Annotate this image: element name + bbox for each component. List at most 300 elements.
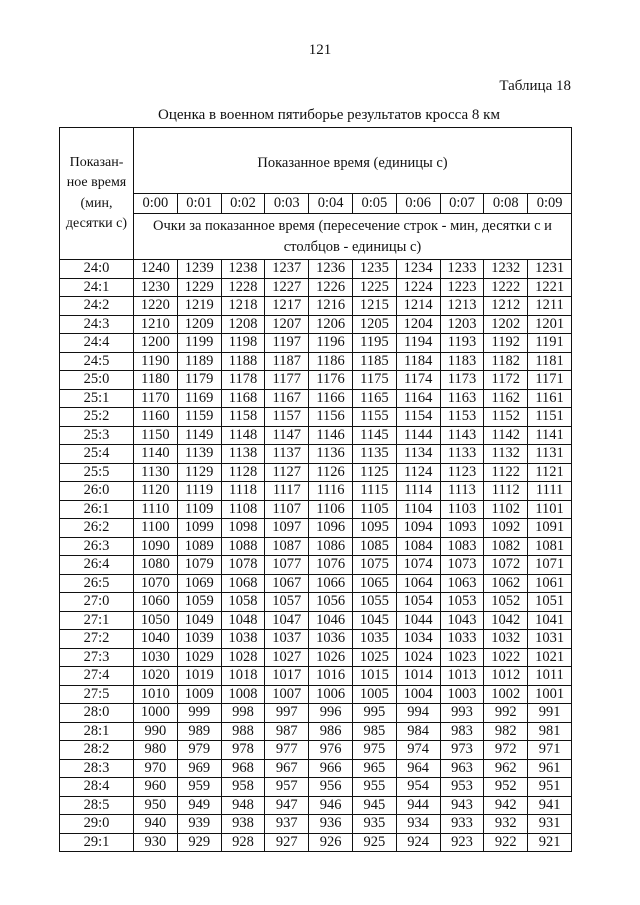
score-cell: 1165 [352, 389, 396, 408]
score-cell: 988 [221, 722, 265, 741]
score-cell: 1104 [396, 500, 440, 519]
score-cell: 964 [396, 759, 440, 778]
score-cell: 1096 [309, 519, 353, 538]
score-cell: 1200 [134, 334, 178, 353]
score-cell: 973 [440, 741, 484, 760]
score-cell: 1191 [528, 334, 572, 353]
score-cell: 1137 [265, 445, 309, 464]
score-cell: 1019 [177, 667, 221, 686]
score-cell: 921 [528, 833, 572, 852]
score-cell: 1109 [177, 500, 221, 519]
score-cell: 986 [309, 722, 353, 741]
score-cell: 952 [484, 778, 528, 797]
table-row [60, 815, 572, 834]
score-cell: 1190 [134, 352, 178, 371]
score-cell: 931 [528, 815, 572, 834]
score-cell: 1097 [265, 519, 309, 538]
score-cell: 1110 [134, 500, 178, 519]
row-time-cell: 24:5 [60, 352, 134, 371]
score-cell: 975 [352, 741, 396, 760]
score-cell: 1039 [177, 630, 221, 649]
score-cell: 1037 [265, 630, 309, 649]
score-cell: 1076 [309, 556, 353, 575]
score-cell: 1057 [265, 593, 309, 612]
score-cell: 1092 [484, 519, 528, 538]
score-cell: 1027 [265, 648, 309, 667]
score-cell: 1120 [134, 482, 178, 501]
score-cell: 1063 [440, 574, 484, 593]
score-cell: 1082 [484, 537, 528, 556]
score-cell: 960 [134, 778, 178, 797]
score-cell: 1044 [396, 611, 440, 630]
score-cell: 1000 [134, 704, 178, 723]
row-header-line: ное время [66, 175, 127, 191]
table-title: Оценка в военном пятиборье результатов кросса 8 км [158, 107, 500, 123]
score-cell: 971 [528, 741, 572, 760]
score-cell: 1209 [177, 315, 221, 334]
score-cell: 1061 [528, 574, 572, 593]
score-cell: 1208 [221, 315, 265, 334]
score-cell: 1034 [396, 630, 440, 649]
table-row [60, 833, 572, 852]
score-cell: 1054 [396, 593, 440, 612]
score-cell: 1026 [309, 648, 353, 667]
score-cell: 1160 [134, 408, 178, 427]
score-cell: 1048 [221, 611, 265, 630]
score-cell: 1169 [177, 389, 221, 408]
table-row [60, 352, 572, 371]
score-cell: 1121 [528, 463, 572, 482]
row-time-cell: 29:1 [60, 833, 134, 852]
score-cell: 1236 [309, 260, 353, 279]
table-row [60, 759, 572, 778]
score-cell: 1070 [134, 574, 178, 593]
row-time-cell: 27:1 [60, 611, 134, 630]
score-cell: 991 [528, 704, 572, 723]
score-cell: 1238 [221, 260, 265, 279]
score-cell: 1199 [177, 334, 221, 353]
score-cell: 1011 [528, 667, 572, 686]
row-time-cell: 29:0 [60, 815, 134, 834]
score-cell: 1031 [528, 630, 572, 649]
score-cell: 997 [265, 704, 309, 723]
score-cell: 965 [352, 759, 396, 778]
score-cell: 1103 [440, 500, 484, 519]
row-time-cell: 27:4 [60, 667, 134, 686]
score-cell: 928 [221, 833, 265, 852]
score-cell: 1227 [265, 278, 309, 297]
score-cell: 957 [265, 778, 309, 797]
score-cell: 1181 [528, 352, 572, 371]
row-time-cell: 24:2 [60, 297, 134, 316]
score-cell: 1060 [134, 593, 178, 612]
table-row [60, 260, 572, 279]
score-cell: 1022 [484, 648, 528, 667]
score-cell: 1188 [221, 352, 265, 371]
score-cell: 1219 [177, 297, 221, 316]
score-cell: 978 [221, 741, 265, 760]
score-cell: 995 [352, 704, 396, 723]
row-header-line: (мин, [80, 195, 113, 211]
table-row [60, 426, 572, 445]
score-cell: 956 [309, 778, 353, 797]
score-cell: 1145 [352, 426, 396, 445]
score-cell: 954 [396, 778, 440, 797]
score-cell: 1140 [134, 445, 178, 464]
score-cell: 1230 [134, 278, 178, 297]
score-cell: 926 [309, 833, 353, 852]
score-cell: 1215 [352, 297, 396, 316]
score-cell: 1151 [528, 408, 572, 427]
score-cell: 958 [221, 778, 265, 797]
score-cell: 951 [528, 778, 572, 797]
score-cell: 953 [440, 778, 484, 797]
score-cell: 1038 [221, 630, 265, 649]
score-cell: 963 [440, 759, 484, 778]
score-cell: 1052 [484, 593, 528, 612]
score-cell: 936 [309, 815, 353, 834]
score-cell: 1108 [221, 500, 265, 519]
score-cell: 967 [265, 759, 309, 778]
score-cell: 982 [484, 722, 528, 741]
score-cell: 1142 [484, 426, 528, 445]
score-cell: 1213 [440, 297, 484, 316]
score-cell: 987 [265, 722, 309, 741]
score-cell: 930 [134, 833, 178, 852]
score-cell: 1196 [309, 334, 353, 353]
score-cell: 1100 [134, 519, 178, 538]
score-cell: 1101 [528, 500, 572, 519]
score-cell: 1225 [352, 278, 396, 297]
row-time-cell: 27:2 [60, 630, 134, 649]
score-cell: 949 [177, 796, 221, 815]
table-row [60, 297, 572, 316]
score-cell: 1224 [396, 278, 440, 297]
score-cell: 1221 [528, 278, 572, 297]
score-cell: 944 [396, 796, 440, 815]
score-cell: 1211 [528, 297, 572, 316]
score-cell: 1017 [265, 667, 309, 686]
score-cell: 1231 [528, 260, 572, 279]
score-cell: 1045 [352, 611, 396, 630]
score-cell: 1135 [352, 445, 396, 464]
score-cell: 1166 [309, 389, 353, 408]
score-cell: 1016 [309, 667, 353, 686]
score-cell: 1168 [221, 389, 265, 408]
score-cell: 1124 [396, 463, 440, 482]
score-cell: 1176 [309, 371, 353, 390]
score-cell: 1162 [484, 389, 528, 408]
score-cell: 1174 [396, 371, 440, 390]
score-cell: 1113 [440, 482, 484, 501]
score-cell: 1117 [265, 482, 309, 501]
score-cell: 969 [177, 759, 221, 778]
score-cell: 1134 [396, 445, 440, 464]
score-cell: 976 [309, 741, 353, 760]
score-cell: 1009 [177, 685, 221, 704]
score-cell: 947 [265, 796, 309, 815]
score-cell: 1201 [528, 315, 572, 334]
score-cell: 1206 [309, 315, 353, 334]
score-cell: 1229 [177, 278, 221, 297]
score-cell: 1056 [309, 593, 353, 612]
unit-header-cell: 0:00 [134, 194, 178, 214]
score-cell: 1081 [528, 537, 572, 556]
table-row [60, 278, 572, 297]
score-cell: 1087 [265, 537, 309, 556]
score-cell: 1180 [134, 371, 178, 390]
score-cell: 1077 [265, 556, 309, 575]
row-time-cell: 25:4 [60, 445, 134, 464]
score-cell: 1167 [265, 389, 309, 408]
score-cell: 999 [177, 704, 221, 723]
score-cell: 1047 [265, 611, 309, 630]
score-cell: 1216 [309, 297, 353, 316]
score-cell: 1125 [352, 463, 396, 482]
score-cell: 938 [221, 815, 265, 834]
score-cell: 1116 [309, 482, 353, 501]
score-cell: 1111 [528, 482, 572, 501]
row-time-cell: 24:0 [60, 260, 134, 279]
score-cell: 1217 [265, 297, 309, 316]
score-cell: 922 [484, 833, 528, 852]
score-cell: 1023 [440, 648, 484, 667]
sub-header: Очки за показанное время (пересечение строк - мин, десятки с и столбцов - единицы с) [134, 214, 572, 260]
score-cell: 998 [221, 704, 265, 723]
score-cell: 1194 [396, 334, 440, 353]
row-time-cell: 25:1 [60, 389, 134, 408]
score-cell: 1068 [221, 574, 265, 593]
table-row [60, 722, 572, 741]
table-row [60, 315, 572, 334]
score-cell: 1148 [221, 426, 265, 445]
score-cell: 1059 [177, 593, 221, 612]
score-cell: 1050 [134, 611, 178, 630]
score-cell: 955 [352, 778, 396, 797]
score-cell: 1149 [177, 426, 221, 445]
score-cell: 1178 [221, 371, 265, 390]
score-cell: 1025 [352, 648, 396, 667]
score-cell: 990 [134, 722, 178, 741]
row-time-cell: 27:3 [60, 648, 134, 667]
score-cell: 1085 [352, 537, 396, 556]
score-cell: 1030 [134, 648, 178, 667]
score-cell: 1058 [221, 593, 265, 612]
score-cell: 1220 [134, 297, 178, 316]
score-cell: 1177 [265, 371, 309, 390]
table-row [60, 593, 572, 612]
score-cell: 1032 [484, 630, 528, 649]
score-cell: 941 [528, 796, 572, 815]
score-cell: 945 [352, 796, 396, 815]
score-cell: 1008 [221, 685, 265, 704]
score-cell: 966 [309, 759, 353, 778]
score-cell: 1094 [396, 519, 440, 538]
table-row [60, 334, 572, 353]
score-cell: 1214 [396, 297, 440, 316]
score-cell: 1036 [309, 630, 353, 649]
score-cell: 1146 [309, 426, 353, 445]
score-cell: 1158 [221, 408, 265, 427]
score-cell: 1136 [309, 445, 353, 464]
row-time-cell: 28:0 [60, 704, 134, 723]
score-cell: 961 [528, 759, 572, 778]
score-cell: 1133 [440, 445, 484, 464]
row-time-cell: 24:3 [60, 315, 134, 334]
score-cell: 1182 [484, 352, 528, 371]
row-time-cell: 25:3 [60, 426, 134, 445]
score-cell: 1024 [396, 648, 440, 667]
score-cell: 1021 [528, 648, 572, 667]
score-cell: 1128 [221, 463, 265, 482]
score-cell: 1072 [484, 556, 528, 575]
score-cell: 1184 [396, 352, 440, 371]
score-cell: 983 [440, 722, 484, 741]
score-cell: 1187 [265, 352, 309, 371]
score-cell: 1127 [265, 463, 309, 482]
table-row [60, 482, 572, 501]
row-time-cell: 26:1 [60, 500, 134, 519]
score-cell: 1154 [396, 408, 440, 427]
score-cell: 1132 [484, 445, 528, 464]
row-time-cell: 24:4 [60, 334, 134, 353]
score-cell: 970 [134, 759, 178, 778]
score-cell: 940 [134, 815, 178, 834]
score-cell: 996 [309, 704, 353, 723]
score-cell: 1001 [528, 685, 572, 704]
score-cell: 974 [396, 741, 440, 760]
score-cell: 1141 [528, 426, 572, 445]
score-cell: 1013 [440, 667, 484, 686]
score-cell: 1095 [352, 519, 396, 538]
score-cell: 935 [352, 815, 396, 834]
score-cell: 1055 [352, 593, 396, 612]
score-cell: 939 [177, 815, 221, 834]
score-cell: 1138 [221, 445, 265, 464]
score-cell: 993 [440, 704, 484, 723]
unit-header-cell: 0:09 [528, 194, 572, 214]
score-cell: 1240 [134, 260, 178, 279]
score-cell: 1078 [221, 556, 265, 575]
row-time-cell: 28:3 [60, 759, 134, 778]
score-cell: 1014 [396, 667, 440, 686]
score-cell: 979 [177, 741, 221, 760]
score-cell: 1152 [484, 408, 528, 427]
score-cell: 942 [484, 796, 528, 815]
score-cell: 1015 [352, 667, 396, 686]
row-time-cell: 26:4 [60, 556, 134, 575]
score-cell: 1112 [484, 482, 528, 501]
score-cell: 1126 [309, 463, 353, 482]
score-cell: 1193 [440, 334, 484, 353]
page-number: 121 [308, 42, 332, 58]
score-cell: 1204 [396, 315, 440, 334]
score-cell: 1189 [177, 352, 221, 371]
score-cell: 1105 [352, 500, 396, 519]
score-cell: 1089 [177, 537, 221, 556]
score-cell: 1202 [484, 315, 528, 334]
row-time-cell: 25:2 [60, 408, 134, 427]
score-cell: 1197 [265, 334, 309, 353]
score-cell: 934 [396, 815, 440, 834]
score-cell: 950 [134, 796, 178, 815]
table-row [60, 519, 572, 538]
score-cell: 1207 [265, 315, 309, 334]
score-cell: 1053 [440, 593, 484, 612]
table-label: Таблица 18 [499, 78, 571, 94]
score-cell: 1122 [484, 463, 528, 482]
score-cell: 1074 [396, 556, 440, 575]
score-cell: 925 [352, 833, 396, 852]
score-cell: 1106 [309, 500, 353, 519]
score-cell: 1218 [221, 297, 265, 316]
table-row [60, 611, 572, 630]
score-cell: 1067 [265, 574, 309, 593]
row-time-cell: 27:0 [60, 593, 134, 612]
unit-header-cell: 0:02 [221, 194, 265, 214]
score-cell: 1130 [134, 463, 178, 482]
score-cell: 984 [396, 722, 440, 741]
score-cell: 1163 [440, 389, 484, 408]
row-time-cell: 28:1 [60, 722, 134, 741]
score-cell: 933 [440, 815, 484, 834]
score-cell: 1147 [265, 426, 309, 445]
score-cell: 1237 [265, 260, 309, 279]
score-cell: 1139 [177, 445, 221, 464]
table-row [60, 796, 572, 815]
score-cell: 1090 [134, 537, 178, 556]
row-time-cell: 26:2 [60, 519, 134, 538]
score-cell: 1062 [484, 574, 528, 593]
table-body [60, 260, 572, 852]
score-cell: 1006 [309, 685, 353, 704]
score-cell: 1239 [177, 260, 221, 279]
column-header: Показанное время (единицы с) [134, 128, 572, 194]
score-cell: 1212 [484, 297, 528, 316]
table-header [60, 128, 572, 260]
row-time-cell: 25:0 [60, 371, 134, 390]
table-row [60, 408, 572, 427]
score-cell: 1051 [528, 593, 572, 612]
score-cell: 1129 [177, 463, 221, 482]
score-cell: 1164 [396, 389, 440, 408]
score-cell: 1144 [396, 426, 440, 445]
score-cell: 962 [484, 759, 528, 778]
score-cell: 1020 [134, 667, 178, 686]
unit-header-cell: 0:08 [484, 194, 528, 214]
score-cell: 1205 [352, 315, 396, 334]
score-cell: 1102 [484, 500, 528, 519]
score-cell: 1040 [134, 630, 178, 649]
score-cell: 1198 [221, 334, 265, 353]
score-cell: 1086 [309, 537, 353, 556]
score-cell: 1033 [440, 630, 484, 649]
score-cell: 1157 [265, 408, 309, 427]
score-cell: 927 [265, 833, 309, 852]
score-cell: 1156 [309, 408, 353, 427]
score-cell: 1226 [309, 278, 353, 297]
score-cell: 1010 [134, 685, 178, 704]
score-cell: 1004 [396, 685, 440, 704]
score-cell: 1069 [177, 574, 221, 593]
score-cell: 1028 [221, 648, 265, 667]
score-cell: 1210 [134, 315, 178, 334]
score-cell: 1003 [440, 685, 484, 704]
table-row [60, 463, 572, 482]
score-cell: 981 [528, 722, 572, 741]
score-cell: 1088 [221, 537, 265, 556]
score-cell: 1114 [396, 482, 440, 501]
